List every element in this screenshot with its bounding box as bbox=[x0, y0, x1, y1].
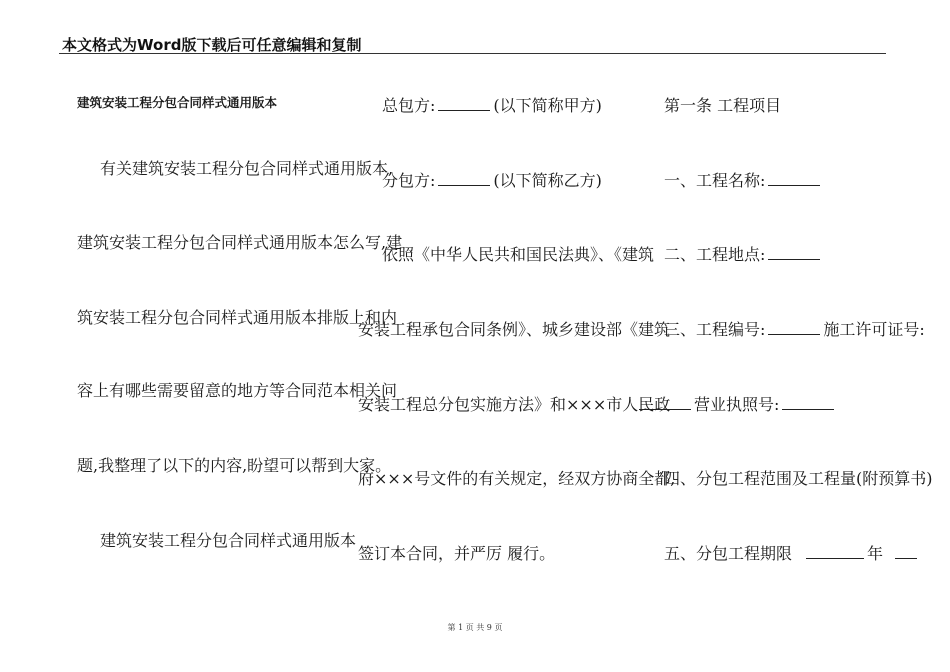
subtitle-line: 建筑安装工程分包合同样式通用版本 bbox=[100, 531, 357, 550]
period-line bbox=[664, 541, 920, 564]
document-header: 本文格式为Word版下载后可任意编辑和复制 bbox=[62, 36, 362, 54]
subcontractor-suffix: (以下简称乙方) bbox=[493, 171, 602, 190]
project-place-blank bbox=[768, 248, 820, 260]
contractor-blank bbox=[438, 99, 490, 111]
contractor-suffix: (以下简称甲方) bbox=[493, 96, 602, 115]
period-label: 五、分包工程期限 bbox=[664, 544, 793, 563]
basis-line: 安装工程承包合同条例》、城乡建设部《建筑 bbox=[358, 320, 671, 339]
project-number-line bbox=[664, 317, 925, 340]
document-title: 建筑安装工程分包合同样式通用版本 bbox=[77, 95, 278, 110]
project-number-label: 三、工程编号: bbox=[664, 320, 766, 339]
header-rule bbox=[59, 53, 886, 54]
article-heading: 第一条 工程项目 bbox=[664, 96, 782, 115]
basis-line: 依照《中华人民共和国民法典》、《建筑 bbox=[382, 245, 655, 264]
basis-line: 府×××号文件的有关规定，经双方协商全都, bbox=[358, 469, 676, 488]
project-place-line bbox=[664, 242, 823, 265]
page-footer: 第 1 页 共 9 页 bbox=[447, 623, 503, 632]
intro-line: 容上有哪些需要留意的地方等合同范本相关问 bbox=[77, 381, 398, 400]
intro-line: 有关建筑安装工程分包合同样式通用版本, bbox=[100, 159, 394, 178]
project-place-label: 二、工程地点: bbox=[664, 245, 766, 264]
license-blank bbox=[782, 398, 834, 410]
license-label: 营业执照号: bbox=[694, 395, 780, 414]
year-blank bbox=[895, 547, 917, 559]
subcontractor-line bbox=[382, 168, 602, 191]
project-name-line bbox=[664, 168, 823, 191]
contractor-line bbox=[382, 93, 602, 116]
license-line bbox=[636, 392, 837, 415]
project-number-blank bbox=[768, 323, 820, 335]
permit-label: 施工许可证号: bbox=[823, 320, 925, 339]
period-blank bbox=[806, 547, 864, 559]
year-label: 年 bbox=[867, 544, 884, 563]
subcontractor-label: 分包方: bbox=[382, 171, 436, 190]
project-name-blank bbox=[768, 174, 820, 186]
intro-line: 建筑安装工程分包合同样式通用版本怎么写,建 bbox=[77, 233, 403, 252]
basis-line: 安装工程总分包实施方法》和×××市人民政 bbox=[358, 395, 671, 414]
subcontractor-blank bbox=[438, 174, 490, 186]
scope-line: 四、分包工程范围及工程量(附预算书) bbox=[664, 469, 933, 488]
project-name-label: 一、工程名称: bbox=[664, 171, 766, 190]
contractor-label: 总包方: bbox=[382, 96, 436, 115]
license-prefix-blank bbox=[639, 398, 691, 410]
basis-line: 签订本合同，并严厉 履行。 bbox=[358, 544, 556, 563]
intro-line: 筑安装工程分包合同样式通用版本排版上和内 bbox=[77, 308, 398, 327]
intro-line: 题,我整理了以下的内容,盼望可以帮到大家。 bbox=[77, 456, 392, 475]
